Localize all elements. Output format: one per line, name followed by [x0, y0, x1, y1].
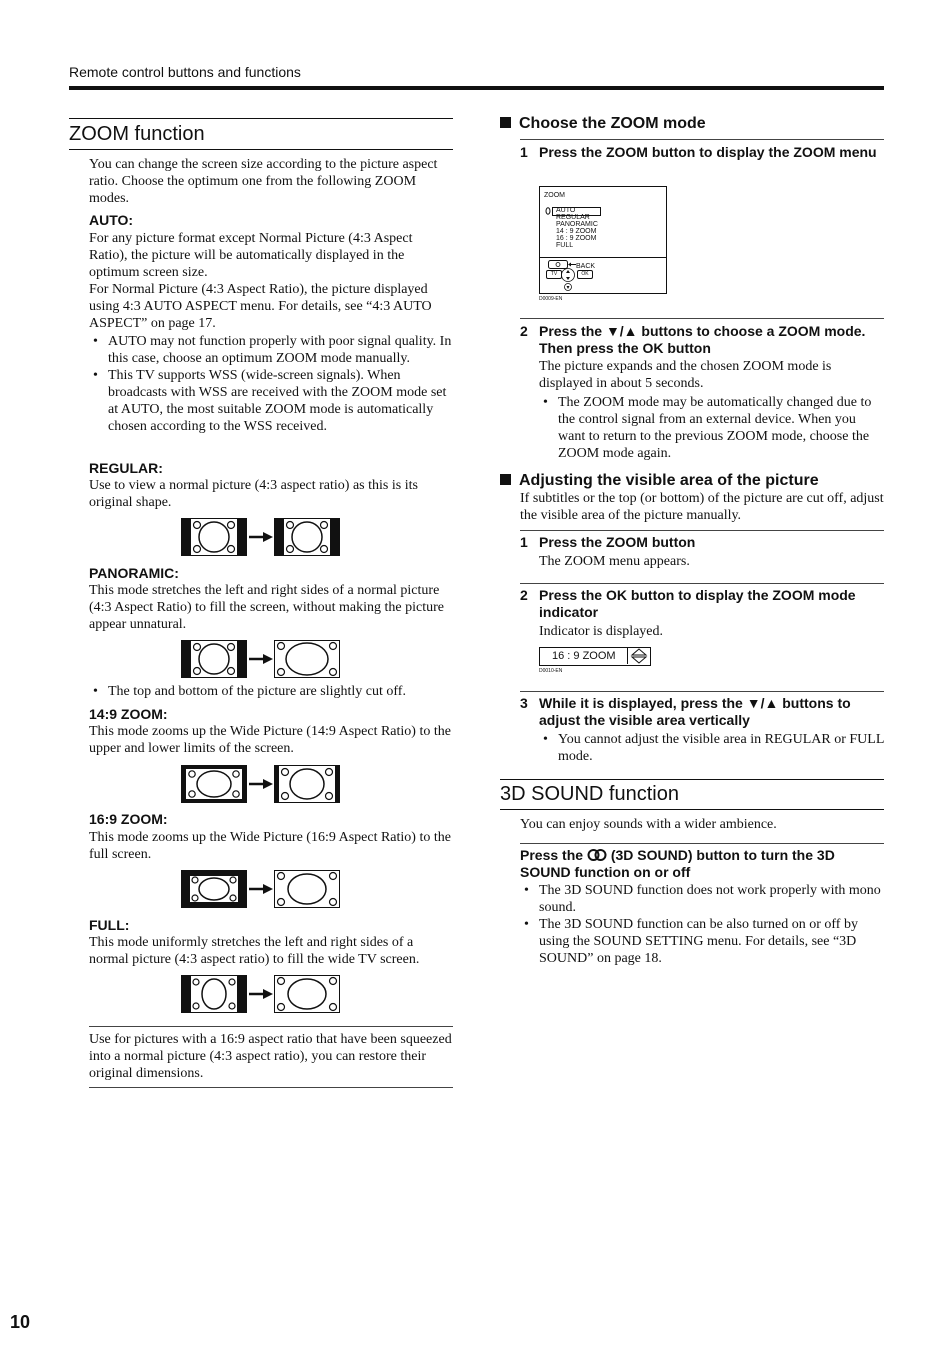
picture-face-icon — [275, 519, 339, 555]
panoramic-bullets — [89, 683, 453, 700]
zoom-intro: You can change the screen size according to the picture aspect ratio. Choose the optimum one from the following ZOOM modes. — [89, 157, 438, 206]
step-rule — [520, 530, 884, 531]
step-number: 3 — [520, 695, 528, 711]
picture-face-wide-icon — [275, 871, 339, 907]
zoom-menu-items — [556, 207, 598, 249]
choose-step-2 — [520, 323, 884, 357]
step-text: Press the — [539, 144, 606, 160]
auto-heading: AUTO: — [89, 212, 134, 228]
figure-code: D0009-EN — [539, 296, 563, 302]
dpad-icon — [560, 267, 576, 291]
step-text: button — [647, 534, 696, 550]
up-down-arrows-icon — [628, 648, 650, 664]
note-bottom-rule — [89, 1087, 453, 1088]
panoramic-illustration — [181, 640, 342, 680]
zoom169-heading: 16:9 ZOOM: — [89, 811, 168, 827]
picture-face-icon — [182, 871, 246, 907]
step-rule — [520, 583, 884, 584]
sound3d-instruction — [520, 847, 884, 881]
tv-after-icon — [274, 640, 340, 678]
step-text: (3D SOUND) button to turn the 3D SOUND function on or off — [520, 847, 835, 880]
tv-before-icon — [181, 518, 247, 556]
choose-step-2-bullets — [539, 394, 884, 462]
step-text: buttons to adjust the visible area vertically — [539, 695, 851, 728]
arrow-right-icon — [249, 779, 273, 789]
arrow-right-icon — [249, 654, 273, 664]
page-number: 10 — [10, 1312, 31, 1332]
back-label: BACK — [576, 263, 596, 270]
picture-face-icon — [182, 641, 246, 677]
zoom-function-title: ZOOM function — [69, 123, 205, 145]
selector-icon — [545, 207, 551, 215]
step-text: Press the — [539, 534, 606, 550]
header-rule — [69, 86, 884, 90]
step-number: 2 — [520, 323, 528, 339]
zoom-menu-item: 16 : 9 ZOOM — [556, 235, 597, 242]
auto-bullets — [89, 333, 453, 435]
zoom169-illustration — [181, 870, 342, 910]
picture-face-icon — [275, 766, 339, 802]
figure-code: D0010-EN — [539, 668, 563, 674]
zoom149-heading: 14:9 ZOOM: — [89, 706, 168, 722]
list-item: • You cannot adjust the visible area in REGULAR or FULL mode. — [539, 731, 884, 765]
full-heading: FULL: — [89, 917, 130, 933]
tv-after-icon — [274, 765, 340, 803]
zoom-indicator — [539, 647, 651, 666]
auto-text-2: For Normal Picture (4:3 Aspect Ratio), the picture displayed using 4:3 AUTO ASPECT menu. For details, see “4:3 AUTO ASPECT” on page 17. — [89, 282, 432, 331]
section-bottom-rule — [69, 149, 453, 150]
list-item: • This TV supports WSS (wide-screen signals). When broadcasts with WSS are received with the ZOOM mode set at AUTO, the most suitable ZOOM mode is automatically chosen according to the WSS received. — [89, 367, 453, 435]
choose-zoom-heading — [500, 114, 706, 134]
step-rule — [520, 843, 884, 844]
picture-face-wide-icon — [275, 976, 339, 1012]
step-number: 1 — [520, 534, 528, 550]
step-text: Press the — [539, 323, 606, 339]
picture-face-icon — [182, 766, 246, 802]
up-down-keys-label: ▼/▲ — [605, 323, 638, 339]
adjust-step-1 — [520, 534, 884, 551]
sound3d-intro: You can enjoy sounds with a wider ambience. — [520, 817, 777, 832]
panoramic-text: This mode stretches the left and right sides of a normal picture (4:3 Aspect Ratio) to fill the screen, without making the picture appear unnatural. — [89, 583, 444, 632]
full-text: This mode uniformly stretches the left and right sides of a normal picture (4:3 aspect ratio) to fill the wide TV screen. — [89, 935, 420, 967]
list-item: • The 3D SOUND function can be also turned on or off by using the SOUND SETTING menu. For details, see “3D SOUND” on page 18. — [520, 916, 884, 967]
choose-zoom-title: Choose the ZOOM mode — [519, 115, 706, 132]
step-text: Press the — [539, 587, 606, 603]
tv-before-icon — [181, 765, 247, 803]
sound3d-title: 3D SOUND function — [500, 783, 679, 805]
auto-text: For any picture format except Normal Picture (4:3 Aspect Ratio), the picture will be automatically displayed in the optimum screen size. — [89, 231, 413, 280]
section-bottom-rule — [500, 809, 884, 810]
picture-face-wide-icon — [275, 641, 339, 677]
picture-face-icon — [182, 976, 246, 1012]
list-item: • AUTO may not function properly with poor signal quality. In this case, choose an optimum ZOOM mode manually. — [89, 333, 453, 367]
step-text: button to display the ZOOM mode indicator — [539, 587, 856, 620]
adjust-area-title: Adjusting the visible area of the picture — [519, 472, 819, 489]
adjust-step-2-text: Indicator is displayed. — [539, 624, 664, 639]
choose-step-2-text: The picture expands and the chosen ZOOM mode is displayed in about 5 seconds. — [539, 359, 832, 391]
square-bullet-icon — [500, 117, 511, 128]
step-rule — [520, 691, 884, 692]
zoom-menu-item: REGULAR — [556, 214, 590, 221]
zoom-menu-item: 14 : 9 ZOOM — [556, 228, 597, 235]
sound3d-bullets — [520, 882, 884, 967]
section-top-rule — [69, 118, 453, 119]
note-top-rule — [89, 1026, 453, 1027]
tv-after-icon — [274, 870, 340, 908]
regular-heading: REGULAR: — [89, 460, 163, 476]
adjust-area-heading — [500, 471, 819, 491]
arrow-right-icon — [249, 532, 273, 542]
indicator-arrows — [627, 648, 650, 664]
step-number: 1 — [520, 144, 528, 160]
ok-key-label: OK — [642, 340, 664, 356]
section-top-rule — [500, 779, 884, 780]
panoramic-heading: PANORAMIC: — [89, 565, 179, 581]
adjust-step-2 — [520, 587, 884, 621]
adjust-step-3-bullets — [539, 731, 884, 765]
list-item: • The ZOOM mode may be automatically changed due to the control signal from an external device. When you want to return to the previous ZOOM mode, choose the ZOOM mode again. — [539, 394, 884, 462]
running-header: Remote control buttons and functions — [69, 64, 301, 80]
full-note: Use for pictures with a 16:9 aspect ratio that have been squeezed into a normal picture (4:3 aspect ratio), you can restore their original dimensions. — [89, 1032, 452, 1081]
zoom-key-label: ZOOM — [605, 144, 648, 160]
picture-face-icon — [182, 519, 246, 555]
tv-after-icon — [274, 975, 340, 1013]
zoom149-text: This mode zooms up the Wide Picture (14:9 Aspect Ratio) to the upper and lower limits of the screen. — [89, 724, 451, 756]
zoom-menu-screen — [539, 186, 667, 294]
adjust-step-3 — [520, 695, 884, 729]
regular-text: Use to view a normal picture (4:3 aspect ratio) as this is its original shape. — [89, 478, 418, 510]
square-bullet-icon — [500, 474, 511, 485]
step-text: Press the — [520, 847, 587, 863]
3d-sound-icon — [587, 849, 607, 861]
step-text: buttons to choose a ZOOM mode. Then press the — [539, 323, 866, 356]
adjust-step-1-text: The ZOOM menu appears. — [539, 554, 690, 569]
tv-after-icon — [274, 518, 340, 556]
zoom-menu-title: ZOOM — [544, 192, 565, 199]
step-number: 2 — [520, 587, 528, 603]
tv-before-icon — [181, 870, 247, 908]
ok-button-icon: OK — [577, 270, 593, 279]
zoom-menu-item: AUTO — [556, 207, 576, 214]
list-item: • The 3D SOUND function does not work properly with mono sound. — [520, 882, 884, 916]
step-rule — [520, 318, 884, 319]
step-text: While it is displayed, press the — [539, 695, 747, 711]
tv-before-icon — [181, 975, 247, 1013]
choose-zoom-rule — [520, 139, 884, 140]
up-down-keys-label: ▼/▲ — [746, 695, 779, 711]
zoom169-text: This mode zooms up the Wide Picture (16:9 Aspect Ratio) to the full screen. — [89, 830, 451, 862]
ok-key-label: OK — [605, 587, 627, 603]
tv-button-icon: TV — [546, 270, 562, 279]
zoom-menu-item: PANORAMIC — [556, 221, 598, 228]
zoom-menu-item: FULL — [556, 242, 574, 249]
zoom-key-label: ZOOM — [605, 534, 648, 550]
zoom-menu-separator — [540, 257, 666, 258]
choose-step-1 — [520, 144, 884, 161]
indicator-text: 16 : 9 ZOOM — [552, 650, 616, 662]
step-text: button — [663, 340, 711, 356]
regular-illustration — [181, 518, 342, 558]
arrow-right-icon — [249, 989, 273, 999]
step-text: button to display the ZOOM menu — [647, 144, 877, 160]
full-illustration — [181, 975, 342, 1015]
tv-before-icon — [181, 640, 247, 678]
adjust-area-intro: If subtitles or the top (or bottom) of the picture are cut off, adjust the visible area of the picture manually. — [520, 491, 884, 523]
zoom149-illustration — [181, 765, 342, 805]
arrow-right-icon — [249, 884, 273, 894]
list-item: • The top and bottom of the picture are slightly cut off. — [89, 683, 453, 700]
